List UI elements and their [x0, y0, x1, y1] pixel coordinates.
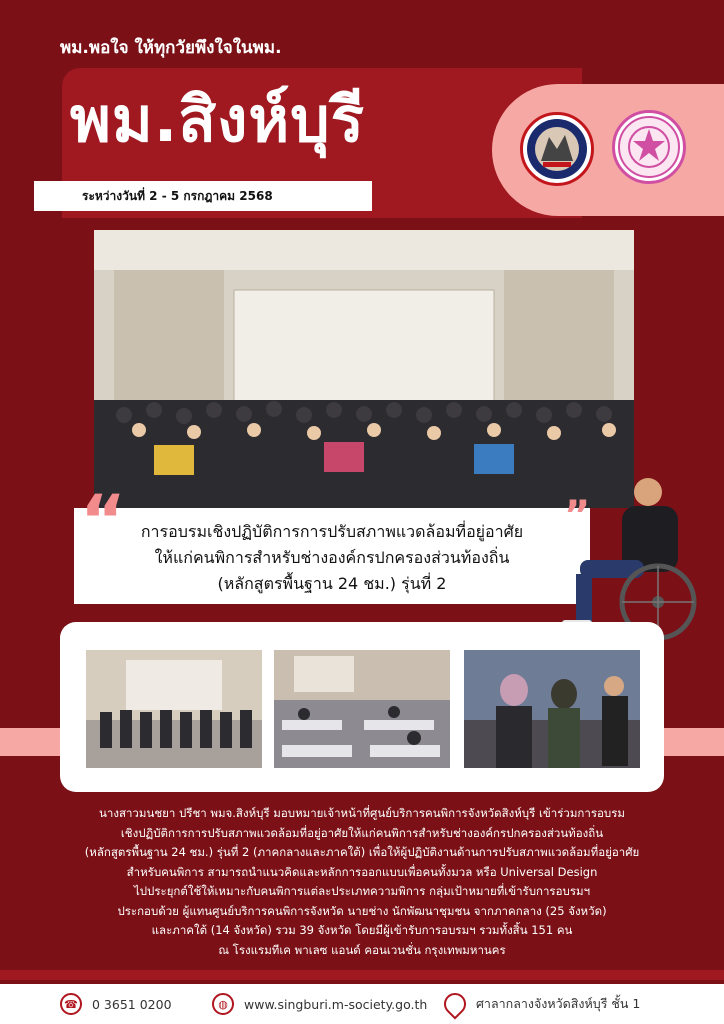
- open-quote-icon: “: [80, 480, 127, 562]
- body-line: ณ โรงแรมทีเค พาเลซ แอนด์ คอนเวนชั่น กรุงเทพมหานคร: [218, 942, 506, 957]
- slogan: พม.พอใจ ให้ทุกวัยพึงใจในพม.: [60, 38, 282, 58]
- body-line: เชิงปฏิบัติการการปรับสภาพแวดล้อมที่อยู่อาศัยให้แก่คนพิการสำหรับช่างองค์กรปกครองส่วนท้องถิ่น: [120, 825, 604, 840]
- body-line: ประกอบด้วย ผู้แทนศูนย์บริการคนพิการจังหวัด นายช่าง นักพัฒนาชุมชน จากภาคกลาง (25 จังหวัด): [117, 903, 607, 918]
- headline-quote-box: [74, 508, 590, 604]
- photo-group-stage: [86, 650, 262, 768]
- photo-participants: [464, 650, 640, 768]
- footer-phone[interactable]: [60, 984, 172, 1024]
- close-quote-icon: ”: [564, 493, 591, 539]
- footer: [0, 984, 724, 1024]
- location-pin-icon: [439, 988, 470, 1019]
- footer-address: [444, 984, 640, 1024]
- ministry-seal-logo: [612, 110, 686, 184]
- body-line: สำหรับคนพิการ สามารถนำแนวคิดและหลักการออกแบบเพื่อคนทั้งมวล หรือ Universal Design: [126, 864, 598, 879]
- website-url: www.singburi.m-society.go.th: [244, 996, 428, 1012]
- date-range-banner: ระหว่างวันที่ 2 - 5 กรกฎาคม 2568: [34, 181, 372, 211]
- headline-line-1: การอบรมเชิงปฏิบัติการการปรับสภาพแวดล้อมที่อยู่อาศัย: [140, 522, 524, 541]
- globe-icon: ◍: [212, 993, 234, 1015]
- footer-website[interactable]: [212, 984, 427, 1024]
- body-line: ไปประยุกต์ใช้ให้เหมาะกับคนพิการแต่ละประเภทความพิการ กลุ่มเป้าหมายที่เข้ารับการอบรมฯ: [133, 884, 591, 898]
- group-photo: [94, 230, 634, 508]
- phone-icon: ☎: [60, 993, 82, 1015]
- page-title: พม.สิงห์บุรี: [70, 83, 365, 156]
- body-line: และภาคใต้ (14 จังหวัด) รวม 39 จังหวัด โดยมีผู้เข้ารับการอบรมฯ รวมทั้งสิ้น 151 คน: [151, 923, 573, 937]
- body-line: (หลักสูตรพื้นฐาน 24 ชม.) รุ่นที่ 2 (ภาคกลางและภาคใต้) เพื่อให้ผู้ปฏิบัติงานด้านการปรับสภาพแวดล้อมที่อยู่อาศัย: [84, 845, 640, 859]
- body-line: นางสาวมนชยา ปรีชา พมจ.สิงห์บุรี มอบหมายเจ้าหน้าที่ศูนย์บริการคนพิการจังหวัดสิงห์บุรี เข้าร่วมการอบรม: [99, 806, 625, 820]
- headline-line-2: ให้แก่คนพิการสำหรับช่างองค์กรปกครองส่วนท้องถิ่น: [154, 548, 510, 567]
- phone-number: 0 3651 0200: [92, 996, 172, 1012]
- footer-divider: [0, 970, 724, 980]
- province-seal-logo: [520, 112, 594, 186]
- headline-line-3: (หลักสูตรพื้นฐาน 24 ชม.) รุ่นที่ 2: [217, 574, 447, 593]
- address-text: ศาลากลางจังหวัดสิงห์บุรี ชั้น 1: [476, 996, 641, 1011]
- photo-classroom: [274, 650, 450, 768]
- body-text: [0, 804, 724, 960]
